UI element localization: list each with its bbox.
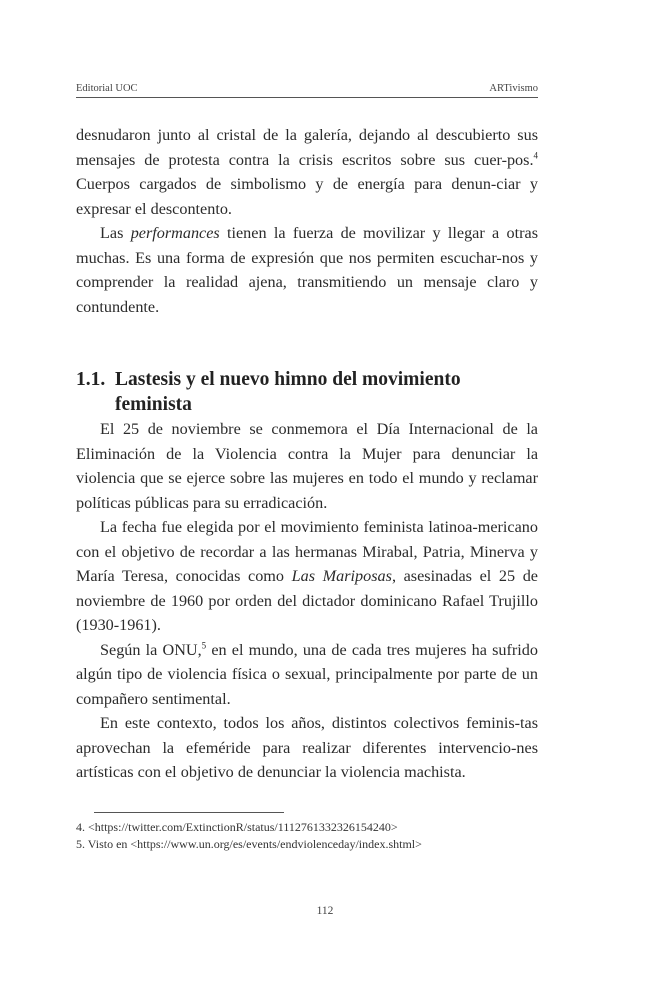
italic-term: performances	[130, 224, 220, 242]
paragraph-contexto: En este contexto, todos los años, distintos colectivos feminis-tas aprovechan la efeméride para realizar diferentes intervencio-nes artísticas con el objetivo de denunciar la violencia machista.	[76, 714, 538, 781]
paragraph-text: Según la ONU,	[100, 640, 202, 659]
footnote-5: 5. Visto en <https://www.un.org/es/events/endviolenceday/index.shtml>	[76, 836, 422, 851]
paragraph-25-noviembre: El 25 de noviembre se conmemora el Día Internacional de la Eliminación de la Violencia contra la Mujer para denunciar la violencia que se ejerce sobre las mujeres en todo el mundo y reclamar políticas públicas para su erradicación.	[76, 420, 538, 512]
footnote-ref-5[interactable]: 5	[201, 640, 207, 651]
header-rule	[76, 97, 538, 98]
section-number: 1.1.	[76, 369, 106, 390]
footnote-ref-4[interactable]: 4	[533, 150, 538, 161]
paragraph-text: Cuerpos cargados de simbolismo y de energía para denun-ciar y expresar el descontento.	[76, 175, 538, 218]
header-publisher: Editorial UOC	[76, 83, 138, 94]
section-title: Lastesis y el nuevo himno del movimiento feminista	[115, 369, 461, 415]
paragraph-continuation	[76, 123, 538, 221]
paragraph-text: desnudaron junto al cristal de la galería, dejando al descubierto sus mensajes de protesta contra la crisis escritos sobre sus cuer-pos.	[76, 126, 538, 169]
paragraph-text: La fecha fue elegida por el movimiento feminista latinoa-mericano con el objetivo de recordar a las hermanas Mirabal, Patria, Minerva y María Teresa, conocidas como	[76, 518, 538, 585]
paragraph-performances	[76, 221, 538, 319]
italic-term: Las Mariposas	[291, 567, 392, 585]
footnote-rule	[94, 812, 284, 813]
paragraph-text: Las	[100, 224, 131, 242]
paragraph-text: en el mundo, una de cada tres mujeres ha sufrido algún tipo de violencia física o sexual, principalmente por parte de un compañero sentimental.	[76, 640, 538, 708]
page-body	[76, 123, 538, 853]
paragraph-mirabal	[76, 515, 538, 638]
section-heading	[76, 367, 538, 417]
paragraph-text: , asesinadas el 25 de noviembre de 1960 por orden del dictador dominicano Rafael Trujillo (1930-1961).	[76, 567, 538, 634]
page-number: 112	[316, 905, 334, 917]
header-book-title: ARTivismo	[489, 83, 538, 94]
paragraph-onu	[76, 638, 538, 712]
footnote-4: 4. <https://twitter.com/ExtinctionR/status/1112761332326154240>	[76, 819, 398, 834]
paragraph-text: tienen la fuerza de movilizar y llegar a otras muchas. Es una forma de expresión que nos permiten escuchar-nos y comprender la realidad ajena, transmitiendo un mensaje claro y contundente.	[76, 224, 538, 316]
running-header	[76, 83, 538, 94]
